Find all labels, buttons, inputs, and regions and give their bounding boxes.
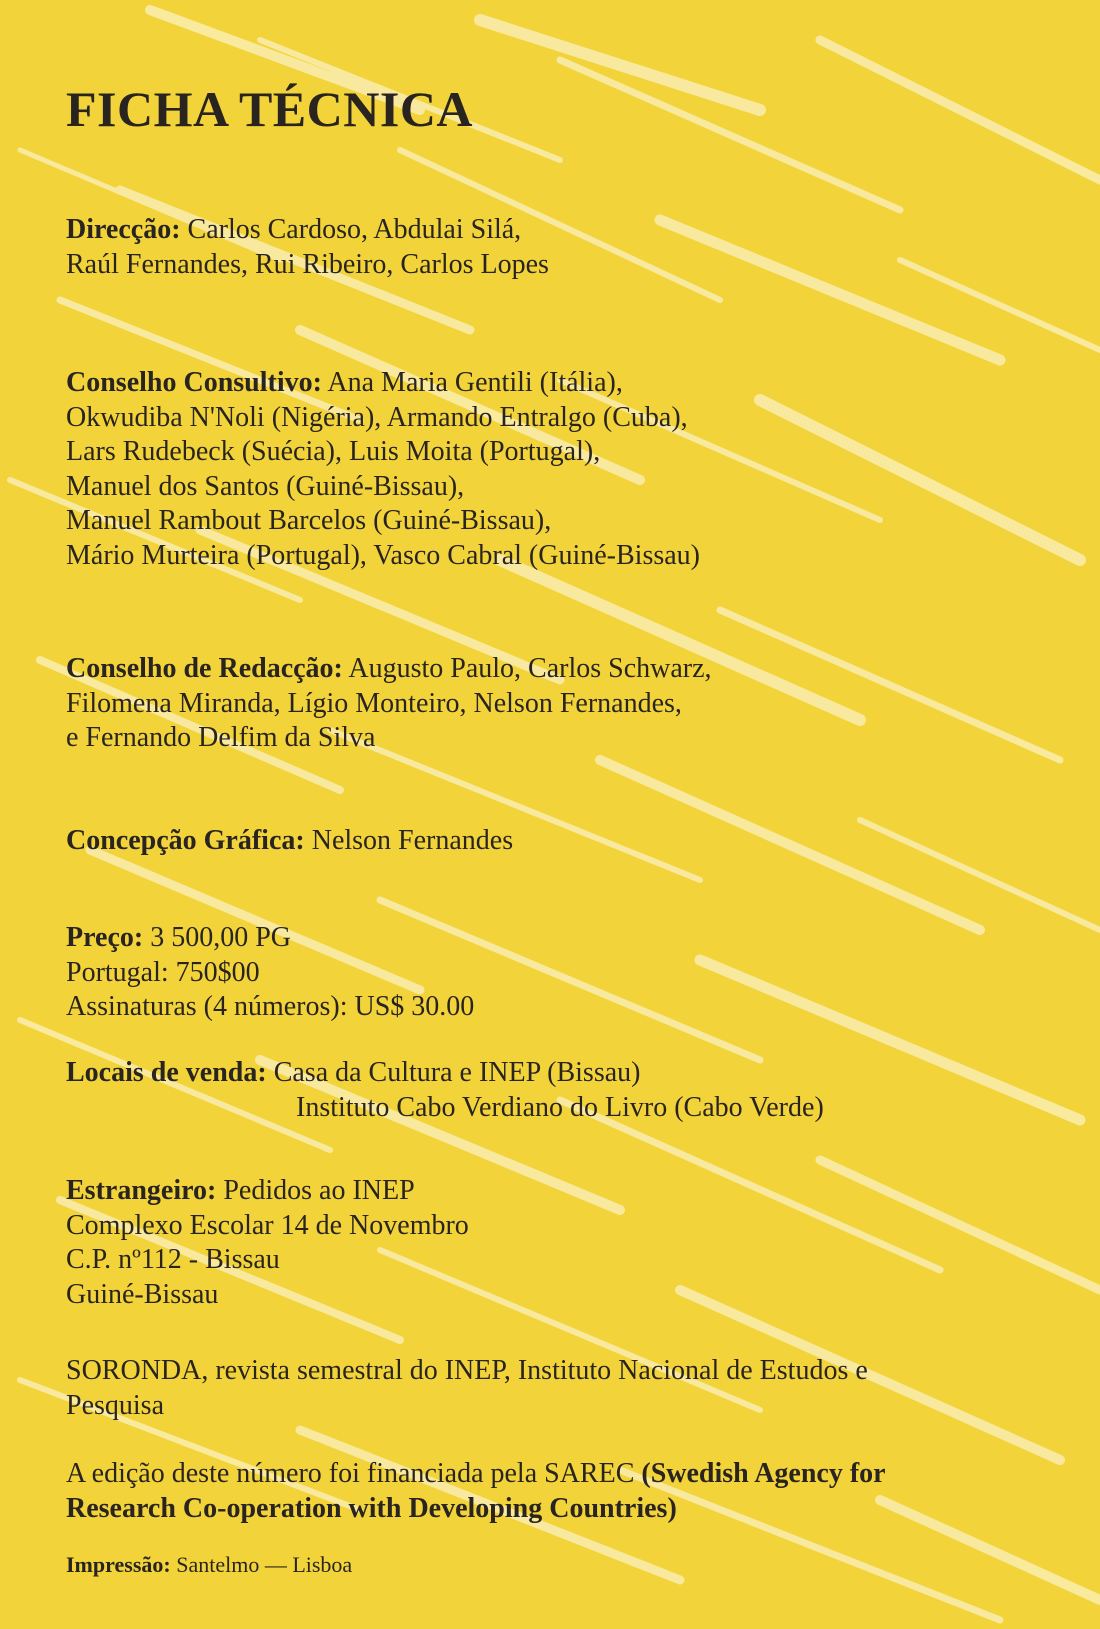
impressao-label: Impressão: — [66, 1552, 171, 1577]
conselho-redaccao-line: e Fernando Delfim da Silva — [66, 722, 376, 753]
conselho-consultivo-line: Ana Maria Gentili (Itália), — [327, 367, 623, 398]
locais-section — [66, 1056, 1066, 1125]
concepcao-section — [66, 824, 1066, 859]
direccao-label: Direcção: — [66, 214, 181, 245]
conselho-consultivo-line: Okwudiba N'Noli (Nigéria), Armando Entralgo (Cuba), — [66, 401, 688, 433]
impressao-section — [66, 1548, 1066, 1583]
concepcao-label: Concepção Gráfica: — [66, 825, 305, 856]
soronda-section — [66, 1354, 1066, 1423]
conselho-redaccao-label: Conselho de Redacção: — [66, 653, 343, 684]
conselho-redaccao-section — [66, 652, 1066, 756]
financiamento-agency: (Swedish Agency for — [641, 1458, 886, 1489]
financiamento-intro: A edição deste número foi financiada pela SAREC — [66, 1458, 635, 1489]
conselho-consultivo-line: Manuel dos Santos (Guiné-Bissau), — [66, 470, 465, 502]
conselho-consultivo-line: Lars Rudebeck (Suécia), Luis Moita (Portugal), — [66, 436, 601, 467]
soronda-line: Pesquisa — [66, 1389, 164, 1421]
estrangeiro-label: Estrangeiro: — [66, 1175, 217, 1206]
financiamento-section — [66, 1457, 1066, 1526]
conselho-consultivo-line: Manuel Rambout Barcelos (Guiné-Bissau), — [66, 505, 552, 536]
conselho-consultivo-line: Mário Murteira (Portugal), Vasco Cabral (Guiné-Bissau) — [66, 539, 700, 571]
financiamento-agency: Research Co-operation with Developing Countries) — [66, 1492, 677, 1524]
estrangeiro-line: C.P. nº112 - Bissau — [66, 1244, 280, 1275]
locais-label: Locais de venda: — [66, 1057, 267, 1088]
concepcao-value: Nelson Fernandes — [311, 825, 514, 856]
soronda-line: SORONDA, revista semestral do INEP, Instituto Nacional de Estudos e — [66, 1355, 868, 1386]
preco-section — [66, 921, 1066, 1025]
direccao-line: Raúl Fernandes, Rui Ribeiro, Carlos Lopes — [66, 248, 549, 280]
conselho-consultivo-section — [66, 366, 1066, 573]
locais-line: Casa da Cultura e INEP (Bissau) — [273, 1057, 641, 1088]
estrangeiro-section — [66, 1174, 1066, 1312]
locais-line: Instituto Cabo Verdiano do Livro (Cabo Verde) — [296, 1091, 824, 1123]
preco-portugal: Portugal: 750$00 — [66, 956, 260, 988]
direccao-line: Carlos Cardoso, Abdulai Silá, — [187, 214, 522, 245]
estrangeiro-line: Guiné-Bissau — [66, 1278, 219, 1310]
preco-label: Preço: — [66, 922, 144, 953]
estrangeiro-line: Pedidos ao INEP — [223, 1175, 415, 1206]
impressao-value: Santelmo — Lisboa — [176, 1552, 353, 1577]
preco-value: 3 500,00 PG — [150, 922, 292, 953]
estrangeiro-line: Complexo Escolar 14 de Novembro — [66, 1209, 469, 1241]
direccao-section — [66, 213, 1066, 282]
conselho-consultivo-label: Conselho Consultivo: — [66, 367, 322, 398]
conselho-redaccao-line: Filomena Miranda, Lígio Monteiro, Nelson Fernandes, — [66, 687, 682, 719]
page-title: FICHA TÉCNICA — [66, 81, 474, 137]
conselho-redaccao-line: Augusto Paulo, Carlos Schwarz, — [348, 653, 712, 684]
preco-assinaturas: Assinaturas (4 números): US$ 30.00 — [66, 991, 475, 1022]
